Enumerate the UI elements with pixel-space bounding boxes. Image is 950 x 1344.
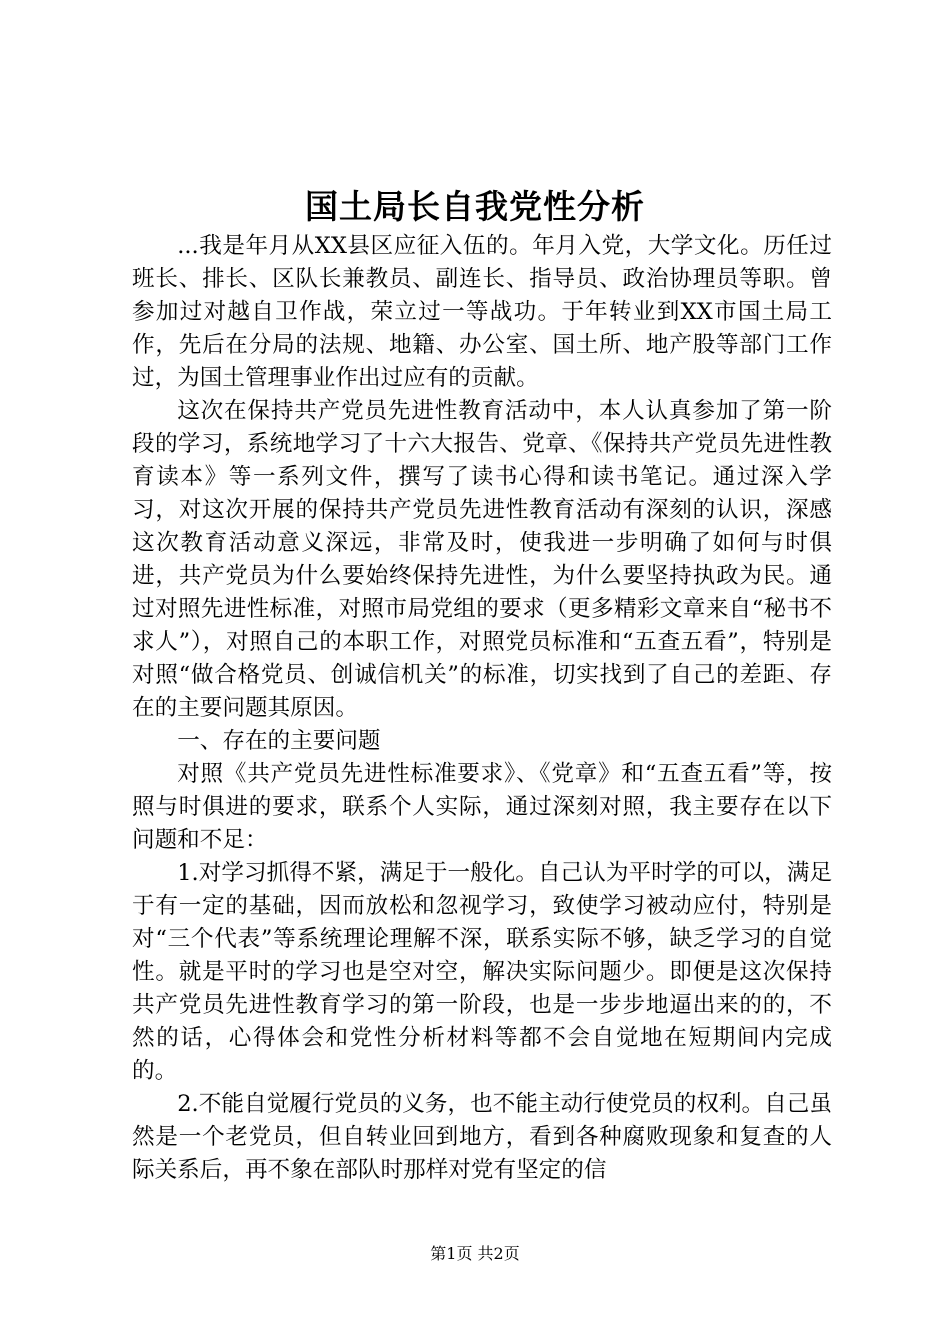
paragraph-item-1: 1.对学习抓得不紧，满足于一般化。自己认为平时学的可以，满足于有一定的基础，因而放松和忽视学习，致使学习被动应付，特别是对“三个代表”等系统理论理解不深，联系实际不够，缺乏学习的自觉性。就是平时的学习也是空对空，解决实际问题少。即便是这次保持共产党员先进性教育学习的第一阶段，也是一步步地逼出来的的，不然的话，心得体会和党性分析材料等都不会自觉地在短期间内完成的。 bbox=[132, 860, 832, 1084]
paragraph-problems-intro: 对照《共产党员先进性标准要求》、《党章》和“五查五看”等，按照与时俱进的要求，联系个人实际，通过深刻对照，我主要存在以下问题和不足： bbox=[132, 761, 832, 853]
page-footer: 第1页 共2页 bbox=[430, 1244, 520, 1263]
document-body bbox=[132, 230, 832, 1187]
paragraph-intro: ...我是年月从XX县区应征入伍的。年月入党，大学文化。历任过班长、排长、区队长兼教员、副连长、指导员、政治协理员等职。曾参加过对越自卫作战，荣立过一等战功。于年转业到XX市国土局工作，先后在分局的法规、地籍、办公室、国土所、地产股等部门工作过，为国土管理事业作出过应有的贡献。 bbox=[132, 233, 832, 391]
paragraph-study: 这次在保持共产党员先进性教育活动中，本人认真参加了第一阶段的学习，系统地学习了十六大报告、党章、《保持共产党员先进性教育读本》等一系列文件，撰写了读书心得和读书笔记。通过深入学习，对这次开展的保持共产党员先进性教育活动有深刻的认识，深感这次教育活动意义深远，非常及时，使我进一步明确了如何与时俱进，共产党员为什么要始终保持先进性，为什么要坚持执政为民。通过对照先进性标准，对照市局党组的要求（更多精彩文章来自“秘书不求人”），对照自己的本职工作，对照党员标准和“五查五看”，特别是对照“做合格党员、创诚信机关”的标准，切实找到了自己的差距、存在的主要问题其原因。 bbox=[132, 398, 832, 721]
paragraph-item-2: 2.不能自觉履行党员的义务，也不能主动行使党员的权利。自己虽然是一个老党员，但自转业回到地方，看到各种腐败现象和复查的人际关系后，再不象在部队时那样对党有坚定的信 bbox=[132, 1091, 832, 1183]
document-title: 国土局长自我党性分析 bbox=[305, 187, 645, 226]
section-heading: 一、存在的主要问题 bbox=[177, 728, 381, 754]
